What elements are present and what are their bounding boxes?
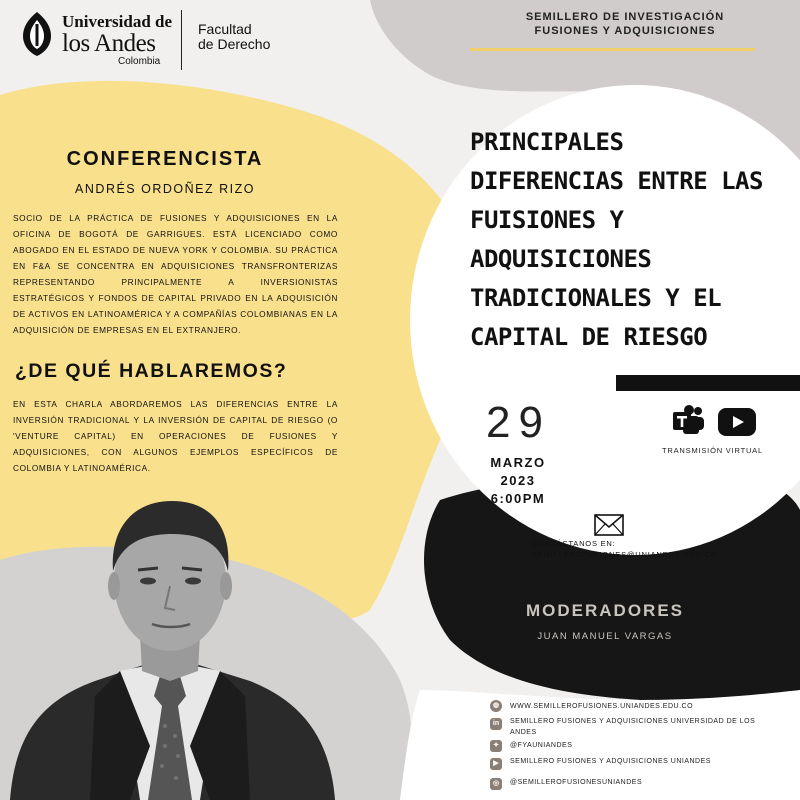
event-year: 2023 [500, 473, 536, 488]
event-month: MARZO [490, 455, 546, 470]
faculty-line1: Facultad [198, 21, 252, 37]
title-line: TRADICIONALES Y EL [470, 284, 722, 312]
group-title-line2: FUSIONES Y ADQUISICIONES [534, 25, 716, 37]
university-name-line2: los Andes [62, 30, 156, 57]
group-title-line1: SEMILLERO DE INVESTIGACIÓN [525, 11, 725, 23]
globe-icon: ◍ [490, 700, 502, 712]
title-line: DIFERENCIAS ENTRE LAS [470, 167, 763, 195]
faculty-line2: de Derecho [198, 36, 271, 52]
contact-email-link[interactable]: SEMILLEROFUSIONES@UNIANDES.EDU.CO [532, 550, 718, 559]
event-time: 6:00PM [490, 491, 546, 506]
speaker-photo [0, 486, 345, 800]
twitter-link[interactable]: @FYAUNIANDES [510, 742, 573, 749]
website-link[interactable]: WWW.SEMILLEROFUSIONES.UNIANDES.EDU.CO [510, 703, 694, 710]
teams-icon[interactable] [672, 404, 706, 438]
instagram-link[interactable]: @SEMILLEROFUSIONESUNIANDES [510, 779, 643, 786]
university-name-line1: Universidad de [62, 12, 173, 31]
black-accent-bar [616, 375, 800, 391]
mail-icon [594, 514, 624, 536]
moderators-heading: MODERADORES [525, 601, 684, 620]
twitter-icon: ✦ [490, 740, 502, 752]
gold-underline [470, 48, 755, 51]
title-line: FUISIONES Y [470, 206, 624, 234]
faculty-name [198, 22, 270, 52]
group-title [480, 10, 770, 38]
university-country: Colombia [118, 56, 161, 67]
title-line: PRINCIPALES [470, 128, 624, 156]
speaker-bio: SOCIO DE LA PRÁCTICA DE FUSIONES Y ADQUISICIONES EN LA OFICINA DE BOGOTÁ DE GARRIGUES. ESTÁ LICENCIADO COMO ABOGADO EN EL ESTADO DE NUEVA YORK Y COLOMBIA. SU PRÁCTICA EN F&A SE CONCENTRA EN ADQUISICIONES TRANSFRONTERIZAS REPRESENTANDO PRINCIPALMENTE A INVERSIONISTAS ESTRATÉGICOS Y FONDOS DE CAPITAL PRIVADO EN LA ADQUISICIÓN DE ACTIVOS EN LATINOAMÉRICA Y A COMPAÑÍAS COLOMBIANAS EN LA ADQUISICIÓN DE EMPRESAS EN EL EXTRANJERO. [13, 213, 338, 335]
youtube-icon[interactable] [718, 408, 756, 436]
title-line: ADQUISICIONES [470, 245, 652, 273]
contact-label: CONTÁCTANOS EN: [532, 539, 616, 548]
speaker-name: ANDRÉS ORDOÑEZ RIZO [75, 182, 255, 196]
linkedin-link[interactable]: SEMILLERO FUSIONES Y ADQUISICIONES UNIVERSIDAD DE LOS ANDES [510, 718, 756, 736]
event-title [470, 123, 790, 357]
title-line: CAPITAL DE RIESGO [470, 323, 708, 351]
speaker-heading: CONFERENCISTA [66, 148, 264, 170]
youtube-link[interactable]: SEMILLERO FUSIONES Y ADQUISICIONES UNIANDES [510, 758, 711, 765]
moderator-name: JUAN MANUEL VARGAS [537, 631, 673, 642]
event-date-block [470, 454, 566, 508]
transmission-label: TRANSMISIÓN VIRTUAL [662, 446, 763, 455]
talk-heading: ¿DE QUÉ HABLAREMOS? [15, 360, 288, 382]
talk-description: EN ESTA CHARLA ABORDAREMOS LAS DIFERENCIAS ENTRE LA INVERSIÓN TRADICIONAL Y LA INVERSIÓN DE CAPITAL DE RIESGO (O 'VENTURE CAPITAL) EN OPERACIONES DE FUSIONES Y ADQUISICIONES, CON ALGUNOS EJEMPLOS ESPECÍFICOS DE COLOMBIA Y LATINOAMÉRICA. [13, 399, 338, 473]
university-shield-icon [22, 12, 52, 56]
logo-divider [181, 10, 182, 70]
event-day: 29 [486, 398, 551, 447]
instagram-icon: ◎ [490, 778, 502, 790]
youtube-small-icon: ▶ [490, 758, 502, 770]
linkedin-icon: in [490, 718, 502, 730]
